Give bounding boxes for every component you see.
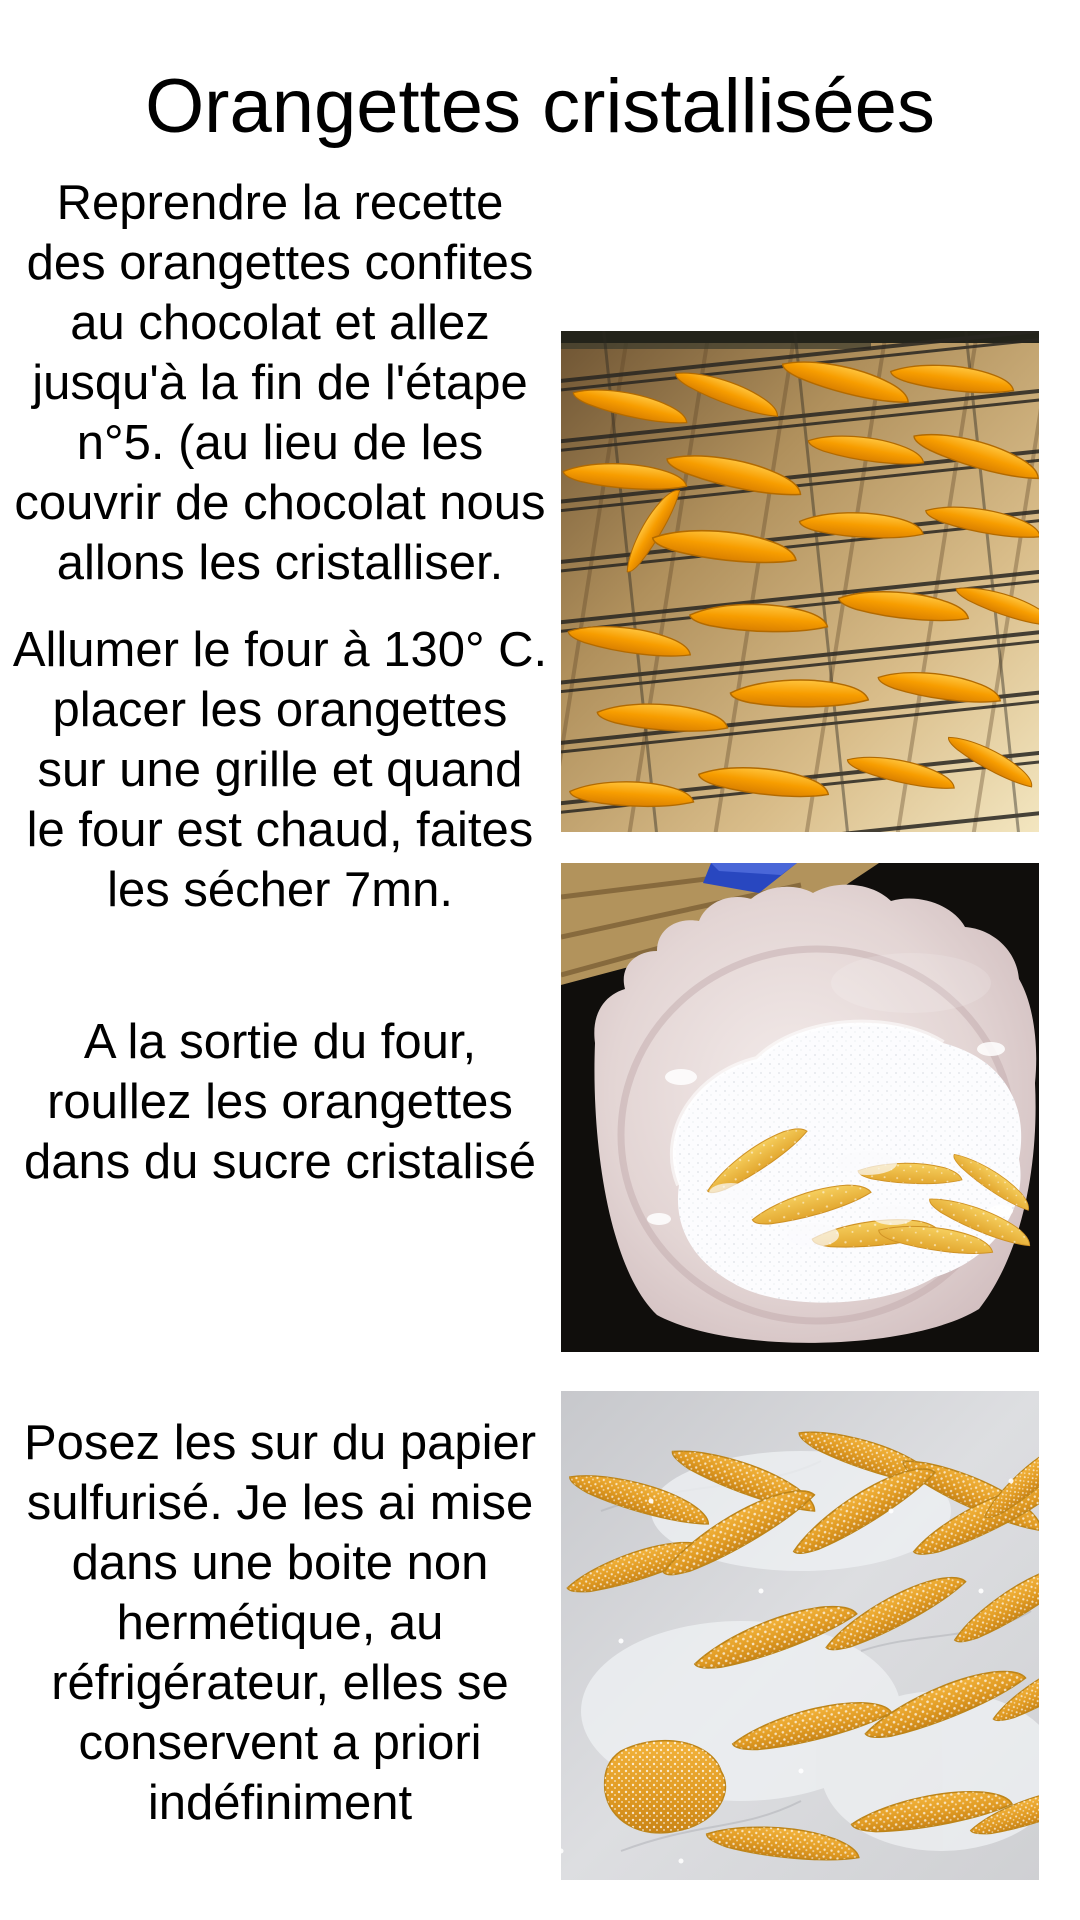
sugared-orange-peels-on-parchment-photo — [561, 1391, 1039, 1880]
text-line: conservent a priori — [78, 1716, 482, 1770]
text-line: Posez les sur du papier — [23, 1416, 537, 1470]
text-line: sur une grille et quand — [37, 743, 523, 797]
text-line: indéfiniment — [147, 1776, 413, 1830]
orange-peels-drying-on-wire-rack-photo — [561, 331, 1039, 832]
text-line: placer les orangettes — [52, 683, 508, 737]
sugar-plate-photo-graphic — [561, 863, 1039, 1352]
text-line: jusqu'à la fin de l'étape — [32, 356, 528, 410]
text-line: au chocolat et allez — [70, 296, 490, 350]
paragraph-intro — [0, 173, 560, 593]
page-title: Orangettes cristallisées — [145, 64, 935, 149]
text-line: allons les cristalliser. — [56, 536, 504, 590]
text-line: dans du sucre cristalisé — [23, 1135, 536, 1189]
text-line: les sécher 7mn. — [107, 863, 453, 917]
parchment-photo-graphic — [561, 1391, 1039, 1880]
text-line: le four est chaud, faites — [26, 803, 534, 857]
rack-photo-graphic — [561, 331, 1039, 832]
text-line: A la sortie du four, — [83, 1015, 477, 1069]
paragraph-storage — [0, 1413, 560, 1833]
text-line: Allumer le four à 130° C. — [12, 623, 548, 677]
text-line: hermétique, au — [116, 1596, 444, 1650]
text-line: des orangettes confites — [26, 236, 534, 290]
text-line: réfrigérateur, elles se — [51, 1656, 509, 1710]
text-line: sulfurisé. Je les ai mise — [26, 1476, 534, 1530]
text-line: roullez les orangettes — [47, 1075, 513, 1129]
paragraph-sugar — [0, 1012, 560, 1192]
paragraph-oven — [0, 620, 560, 920]
text-line: couvrir de chocolat nous — [14, 476, 546, 530]
text-line: n°5. (au lieu de les — [76, 416, 484, 470]
orange-peels-in-sugar-on-plate-photo — [561, 863, 1039, 1352]
text-line: Reprendre la recette — [56, 176, 504, 230]
text-line: dans une boite non — [71, 1536, 489, 1590]
